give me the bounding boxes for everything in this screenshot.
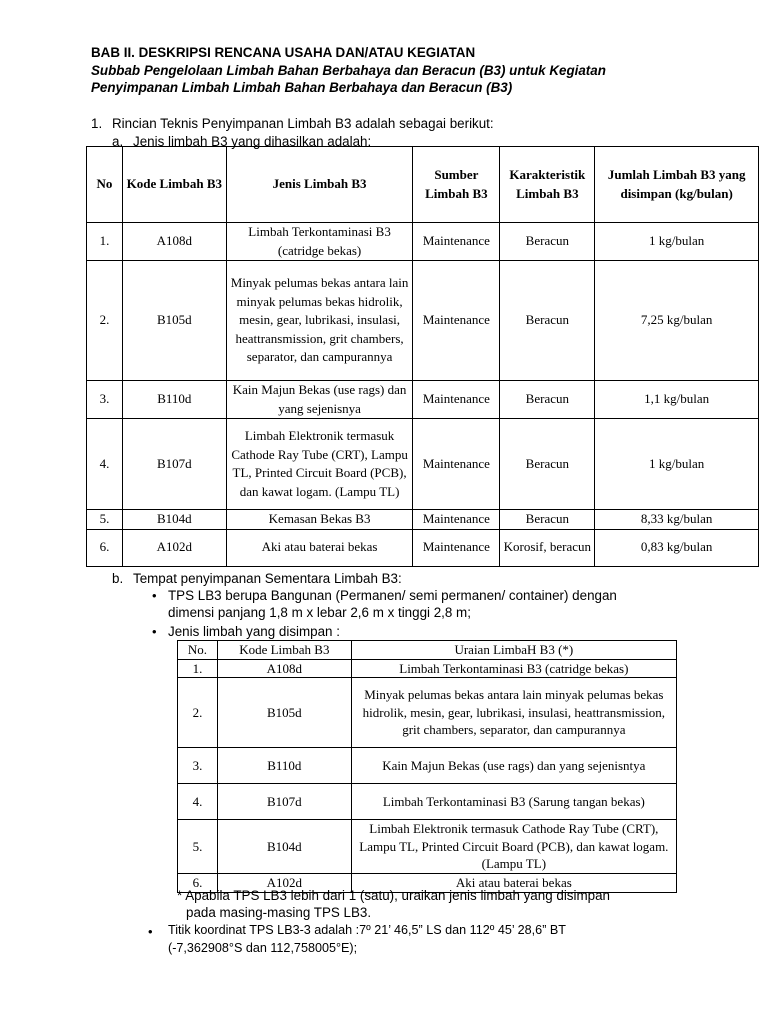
table-cell: 3. [178,748,218,784]
item-1-number: 1. [91,116,103,131]
table-cell: A102d [217,874,351,893]
table-cell: Beracun [500,381,595,419]
footnote-line2: pada masing-masing TPS LB3. [186,905,372,920]
table-cell: Maintenance [413,223,500,261]
table-cell: B105d [122,261,226,381]
table-cell: Maintenance [413,381,500,419]
bullet-1-line2: dimensi panjang 1,8 m x lebar 2,6 m x tinggi 2,8 m; [168,605,471,620]
table-cell: Aki atau baterai bekas [226,529,413,566]
table-cell: 7,25 kg/bulan [595,261,759,381]
chapter-title: BAB II. DESKRIPSI RENCANA USAHA DAN/ATAU KEGIATAN [91,45,476,60]
table-row [87,381,759,419]
table-row [87,261,759,381]
table-row [178,748,677,784]
table-cell: A102d [122,529,226,566]
table-cell: 1. [178,659,218,678]
table-row [178,678,677,748]
table-cell: B107d [217,784,351,820]
table-row [178,659,677,678]
table-cell: 5. [178,820,218,874]
table-cell: B104d [122,510,226,530]
coordinate-line1: Titik koordinat TPS LB3-3 adalah :7º 21’ 46,5” LS dan 112º 45’ 28,6” BT [168,923,566,937]
table-cell: Maintenance [413,529,500,566]
table-cell: B107d [122,419,226,510]
stored-waste-table [177,640,677,893]
table-row [87,529,759,566]
table-cell: 1,1 kg/bulan [595,381,759,419]
table-cell: 6. [87,529,123,566]
table-cell: 8,33 kg/bulan [595,510,759,530]
table-cell: Kain Majun Bekas (use rags) dan yang sejenisnya [226,381,413,419]
header-cell: Karakteristik Limbah B3 [500,147,595,223]
table-cell: Minyak pelumas bekas antara lain minyak pelumas bekas hidrolik, mesin, gear, lubrikasi, insulasi, heattransmission, grit chambers, separator, dan campurannya [226,261,413,381]
table-cell: Beracun [500,223,595,261]
item-1-text: Rincian Teknis Penyimpanan Limbah B3 adalah sebagai berikut: [112,116,494,131]
table-row [87,510,759,530]
table-cell: A108d [217,659,351,678]
item-a-letter: a. [112,134,124,149]
table-cell: B104d [217,820,351,874]
table-cell: 5. [87,510,123,530]
table-cell: Limbah Terkontaminasi B3 (catridge bekas) [351,659,676,678]
table-cell: B105d [217,678,351,748]
table-cell: Limbah Terkontaminasi B3 (catridge bekas) [226,223,413,261]
table-cell: Maintenance [413,261,500,381]
header-cell: Jumlah Limbah B3 yang disimpan (kg/bulan) [595,147,759,223]
table-cell: Beracun [500,261,595,381]
table-cell: 1 kg/bulan [595,223,759,261]
table-cell: 1. [87,223,123,261]
table-cell: 4. [178,784,218,820]
table-cell: Limbah Elektronik termasuk Cathode Ray Tube (CRT), Lampu TL, Printed Circuit Board (PCB), dan kawat logam. (Lampu TL) [226,419,413,510]
table-cell: B110d [217,748,351,784]
subchapter-title-line1: Subbab Pengelolaan Limbah Bahan Berbahaya dan Beracun (B3) untuk Kegiatan [91,62,606,78]
table-cell: 0,83 kg/bulan [595,529,759,566]
item-b-letter: b. [112,571,124,586]
header-cell: No [87,147,123,223]
header-cell: Kode Limbah B3 [217,641,351,660]
table-cell: 6. [178,874,218,893]
header-cell: Jenis Limbah B3 [226,147,413,223]
footnote-line1: * Apabila TPS LB3 lebih dari 1 (satu), uraikan jenis limbah yang disimpan [177,888,610,903]
table-cell: Maintenance [413,419,500,510]
header-cell: Sumber Limbah B3 [413,147,500,223]
table-row [87,223,759,261]
table-header-row [87,147,759,223]
table-cell: Aki atau baterai bekas [351,874,676,893]
bullet-2-text: Jenis limbah yang disimpan : [168,624,340,639]
table-cell: A108d [122,223,226,261]
table-header-row [178,641,677,660]
table-cell: Limbah Elektronik termasuk Cathode Ray Tube (CRT), Lampu TL, Printed Circuit Board (PCB), dan kawat logam. (Lampu TL) [351,820,676,874]
table-cell: Maintenance [413,510,500,530]
item-b-text: Tempat penyimpanan Sementara Limbah B3: [133,571,402,586]
table-cell: Beracun [500,510,595,530]
table-cell: 3. [87,381,123,419]
table-cell: Minyak pelumas bekas antara lain minyak pelumas bekas hidrolik, mesin, gear, lubrikasi, insulasi, heattransmission, grit chambers, separator, dan campurannya [351,678,676,748]
table-cell: 4. [87,419,123,510]
bullet-icon: • [148,924,153,939]
header-cell: No. [178,641,218,660]
bullet-1-line1: TPS LB3 berupa Bangunan (Permanen/ semi permanen/ container) dengan [168,588,617,603]
subchapter-title-line2: Penyimpanan Limbah Limbah Bahan Berbahaya dan Beracun (B3) [91,80,513,95]
section-heading [91,44,606,97]
table-cell: 2. [87,261,123,381]
header-cell: Kode Limbah B3 [122,147,226,223]
header-cell: Uraian LimbaH B3 (*) [351,641,676,660]
coordinate-line2: (-7,362908°S dan 112,758005°E); [168,941,358,955]
table-cell: Kain Majun Bekas (use rags) dan yang sejenisntya [351,748,676,784]
item-a-text: Jenis limbah B3 yang dihasilkan adalah: [133,134,372,149]
waste-type-table [86,146,759,567]
table-cell: Beracun [500,419,595,510]
table-cell: Limbah Terkontaminasi B3 (Sarung tangan bekas) [351,784,676,820]
table-cell: 1 kg/bulan [595,419,759,510]
table-cell: B110d [122,381,226,419]
table-row [178,784,677,820]
table-cell: Korosif, beracun [500,529,595,566]
table-row [87,419,759,510]
bullet-icon: • [152,588,157,603]
bullet-icon: • [152,624,157,639]
table-cell: Kemasan Bekas B3 [226,510,413,530]
table-cell: 2. [178,678,218,748]
table-row [178,820,677,874]
